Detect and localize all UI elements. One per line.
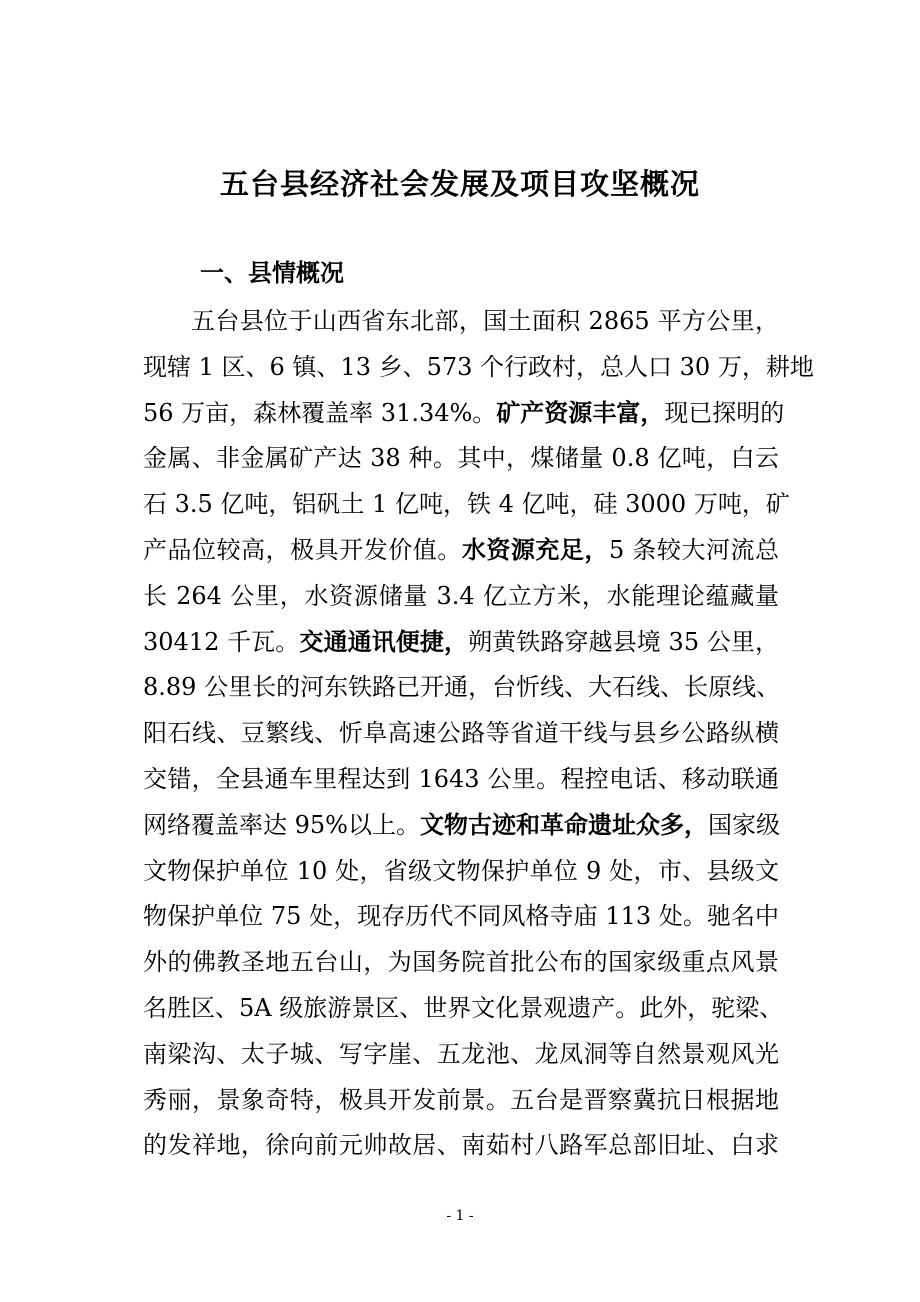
text-line bbox=[143, 620, 779, 666]
text-span: 朔黄铁路穿越县境 35 公里， bbox=[468, 627, 780, 656]
text-line bbox=[143, 894, 779, 940]
text-line bbox=[143, 1078, 779, 1124]
text-line bbox=[143, 665, 779, 711]
text-span: 网络覆盖率达 95%以上。 bbox=[143, 810, 420, 839]
text-line bbox=[143, 711, 779, 757]
text-span: 现辖 1 区、6 镇、13 乡、573 个行政村，总人口 30 万，耕地 bbox=[143, 352, 814, 381]
text-line bbox=[143, 391, 785, 437]
text-line bbox=[143, 1123, 779, 1169]
text-line bbox=[143, 528, 779, 574]
text-span: 名胜区、5A 级旅游景区、世界文化景观遗产。此外，驼梁、 bbox=[143, 993, 784, 1022]
text-span: 秀丽，景象奇特，极具开发前景。五台是晋察冀抗日根据地 bbox=[143, 1085, 779, 1114]
text-span: 外的佛教圣地五台山，为国务院首批公布的国家级重点风景 bbox=[143, 948, 779, 977]
text-line bbox=[143, 940, 779, 986]
text-span: 56 万亩，森林覆盖率 31.34%。 bbox=[143, 398, 497, 427]
text-span: 阳石线、豆繁线、忻阜高速公路等省道干线与县乡公路纵横 bbox=[143, 719, 779, 748]
text-span: 石 3.5 亿吨，铝矾土 1 亿吨，铁 4 亿吨，硅 3000 万吨，矿 bbox=[143, 490, 790, 519]
text-span: 国家级 bbox=[707, 810, 780, 839]
document-title: 五台县经济社会发展及项目攻坚概况 bbox=[219, 167, 700, 201]
text-span: 的发祥地，徐向前元帅故居、南茹村八路军总部旧址、白求 bbox=[143, 1131, 779, 1160]
text-line bbox=[143, 849, 779, 895]
text-line bbox=[143, 574, 779, 620]
text-span: 物保护单位 75 处，现存历代不同风格寺庙 113 处。驰名中 bbox=[143, 902, 779, 931]
text-line bbox=[143, 803, 779, 849]
text-line bbox=[143, 986, 784, 1032]
text-span: 现已探明的 bbox=[664, 398, 785, 427]
text-span: 8.89 公里长的河东铁路已开通，台忻线、大石线、长原线、 bbox=[143, 673, 781, 702]
text-line bbox=[143, 345, 814, 391]
text-line bbox=[143, 757, 779, 803]
text-span: 交错，全县通车里程达到 1643 公里。程控电话、移动联通 bbox=[143, 764, 779, 793]
text-span: 南梁沟、太子城、写字崖、五龙池、龙凤洞等自然景观风光 bbox=[143, 1039, 779, 1068]
text-span: 长 264 公里，水资源储量 3.4 亿立方米，水能理论蕴藏量 bbox=[143, 581, 779, 610]
page-number: - 1 - bbox=[446, 1208, 474, 1224]
text-line bbox=[143, 482, 790, 528]
bold-phrase: 水资源充足， bbox=[461, 535, 609, 564]
text-span: 文物保护单位 10 处，省级文物保护单位 9 处，市、县级文 bbox=[143, 856, 779, 885]
text-span: 5 条较大河流总 bbox=[608, 535, 780, 564]
text-span: 五台县位于山西省东北部，国土面积 2865 平方公里， bbox=[191, 307, 779, 335]
text-line bbox=[143, 1032, 779, 1078]
text-span: 产品位较高，极具开发价值。 bbox=[143, 535, 462, 564]
bold-phrase: 文物古迹和革命遗址众多， bbox=[419, 810, 708, 839]
bold-phrase: 矿产资源丰富， bbox=[496, 398, 665, 427]
text-line bbox=[143, 299, 779, 345]
bold-phrase: 交通通讯便捷， bbox=[299, 627, 469, 656]
section-heading: 一、县情概况 bbox=[200, 259, 344, 287]
text-span: 30412 千瓦。 bbox=[143, 627, 300, 656]
text-span: 金属、非金属矿产达 38 种。其中，煤储量 0.8 亿吨，白云 bbox=[143, 444, 779, 473]
body-paragraph bbox=[143, 299, 814, 1169]
text-line bbox=[143, 436, 779, 482]
